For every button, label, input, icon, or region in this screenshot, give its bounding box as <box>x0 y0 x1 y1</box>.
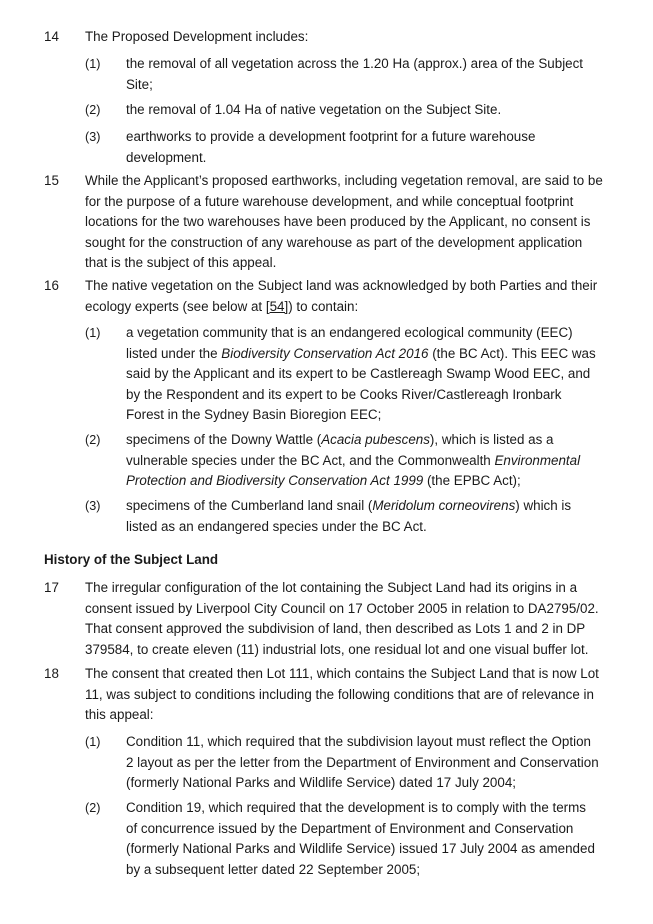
species-name: Acacia pubescens <box>321 432 430 447</box>
paragraph-text: The irregular configuration of the lot containing the Subject Land had its origins in a consent issued by Liverpool City Council on 17 October 2005 in relation to DA2795/02. That consent approved the subdivision of land, then described as Lots 1 and 2 in DP 379584, to create eleven (11) industrial lots, one residual lot and one visual buffer lot. <box>85 580 599 657</box>
text-segment: ), which is listed as a vulnerable species under the BC Act, and the Commonwealth <box>126 432 554 468</box>
paragraph-16 <box>44 276 604 317</box>
item-text <box>126 430 600 492</box>
p16-item-3 <box>85 496 600 537</box>
item-number: (1) <box>85 57 101 71</box>
item-text: earthworks to provide a development footprint for a future warehouse development. <box>126 129 536 165</box>
p16-item-1 <box>85 323 600 426</box>
paragraph-number: 15 <box>44 173 59 188</box>
paragraph-number: 17 <box>44 580 59 595</box>
section-heading: History of the Subject Land <box>44 552 219 567</box>
paragraph-text: The Proposed Development includes: <box>85 29 309 44</box>
item-text <box>126 496 600 537</box>
item-number: (2) <box>85 103 101 117</box>
paragraph-15 <box>44 171 604 274</box>
text-segment: ) to contain: <box>288 298 359 314</box>
paragraph-text <box>85 276 604 317</box>
act-title: Biodiversity Conservation Act 2016 <box>221 345 429 361</box>
p14-item-3 <box>85 127 600 168</box>
p18-item-1 <box>85 732 600 794</box>
text-segment: The native vegetation on the Subject land was acknowledged by both Parties and their ecology experts (see below at <box>85 278 598 314</box>
act-title: Environmental Protection and Biodiversity Conservation Act 1999 <box>126 452 581 488</box>
p14-item-1 <box>85 54 600 95</box>
item-number: (3) <box>85 130 101 144</box>
paragraph-text: The consent that created then Lot 111, which contains the Subject Land that is now Lot 11, was subject to conditions including the following conditions that are of relevance in this appeal: <box>85 666 599 722</box>
item-text <box>126 323 600 426</box>
text-segment: ) which is listed as an endangered species under the BC Act. <box>126 498 572 534</box>
paragraph-number: 16 <box>44 278 59 293</box>
item-text: Condition 11, which required that the subdivision layout must reflect the Option 2 layout as per the letter from the Department of Environment and Conservation (formerly National Parks and Wildlife Service) dated 17 July 2004; <box>126 734 599 790</box>
paragraph-number: 14 <box>44 29 59 44</box>
text-segment: a vegetation community that is an endangered ecological community (EEC) listed under the <box>126 325 573 361</box>
p16-item-2 <box>85 430 600 492</box>
paragraph-14 <box>44 27 604 48</box>
item-number: (1) <box>85 326 101 340</box>
paragraph-link-54[interactable]: [54] <box>265 298 289 314</box>
item-number: (2) <box>85 433 101 447</box>
paragraph-17 <box>44 578 604 660</box>
paragraph-number: 18 <box>44 666 59 681</box>
text-segment: (the BC Act). This EEC was said by the Applicant and its expert to be Castlereagh Swamp Wood EEC, and by the Respondent and its expert to be Cooks River/Castlereagh Ironbark Forest in the Sydney Basin Bioregion EEC; <box>126 345 596 422</box>
item-number: (1) <box>85 735 101 749</box>
p18-item-2 <box>85 798 600 880</box>
species-name: Meridolum corneovirens <box>372 498 516 513</box>
item-text: the removal of all vegetation across the 1.20 Ha (approx.) area of the Subject Site; <box>126 56 584 92</box>
item-number: (3) <box>85 499 101 513</box>
item-text: Condition 19, which required that the development is to comply with the terms of concurrence issued by the Department of Environment and Conservation (formerly National Parks and Wildlife Service) issued 17 July 2004 as amended by a subsequent letter dated 22 September 2005; <box>126 800 595 877</box>
text-segment: specimens of the Downy Wattle ( <box>126 432 322 447</box>
p14-item-2 <box>85 100 600 121</box>
text-segment: (the EPBC Act); <box>423 473 521 488</box>
paragraph-18 <box>44 664 604 726</box>
item-number: (2) <box>85 801 101 815</box>
item-text: the removal of 1.04 Ha of native vegetation on the Subject Site. <box>126 102 502 117</box>
paragraph-text: While the Applicant’s proposed earthworks, including vegetation removal, are said to be for the purpose of a future warehouse development, and while conceptual footprint locations for the two warehouses have been produced by the Applicant, no consent is sought for the construction of any warehouse as part of the development application that is the subject of this appeal. <box>85 173 603 270</box>
text-segment: specimens of the Cumberland land snail ( <box>126 498 373 513</box>
